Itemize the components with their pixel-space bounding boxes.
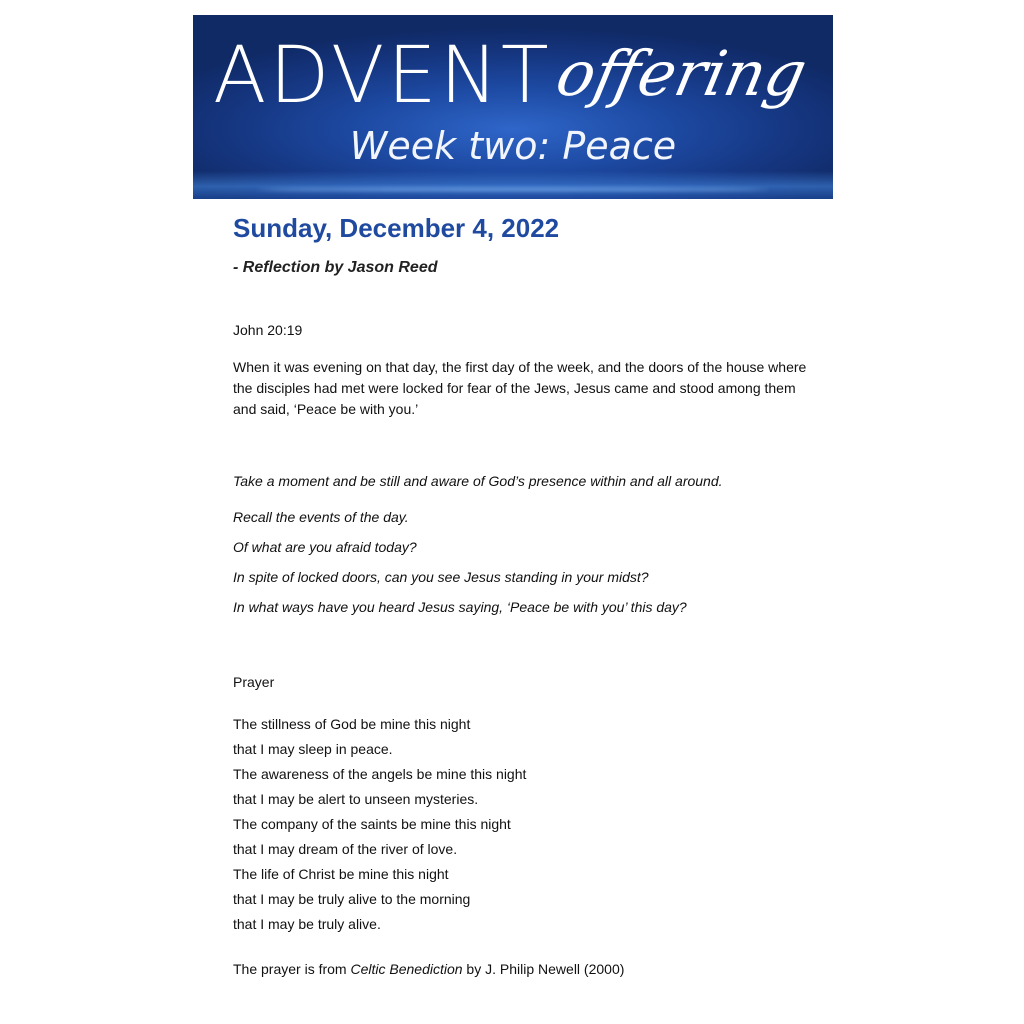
- page-title: Sunday, December 4, 2022: [233, 213, 560, 243]
- reflection-question: In spite of locked doors, can you see Jesus standing in your midst?: [233, 569, 649, 585]
- prayer-line: that I may be alert to unseen mysteries.: [233, 791, 479, 807]
- prayer-line: The life of Christ be mine this night: [233, 866, 449, 882]
- prayer-line: that I may be truly alive to the morning: [233, 891, 471, 907]
- reflection-question: Recall the events of the day.: [233, 509, 409, 525]
- reflection-question: In what ways have you heard Jesus saying, ‘Peace be with you’ this day?: [233, 599, 687, 615]
- prayer-text: [233, 712, 813, 937]
- prayer-source-title: Celtic Benediction: [350, 961, 463, 977]
- banner-glow-line: [257, 188, 769, 191]
- prayer-line: that I may dream of the river of love.: [233, 841, 458, 857]
- banner-glow: [193, 171, 833, 199]
- byline: - Reflection by Jason Reed: [233, 259, 438, 276]
- devotional-content: [233, 210, 813, 980]
- prayer-heading: Prayer: [233, 674, 275, 690]
- banner-script-title: offering: [550, 37, 813, 110]
- scripture-reference: John 20:19: [233, 322, 303, 338]
- prayer-line: The stillness of God be mine this night: [233, 716, 471, 732]
- reflection-intro: Take a moment and be still and aware of God’s presence within and all around.: [233, 473, 723, 489]
- prayer-line: The awareness of the angels be mine this night: [233, 766, 527, 782]
- advent-banner: [193, 15, 833, 199]
- scripture-passage: When it was evening on that day, the first day of the week, and the doors of the house where the disciples had met were locked for fear of the Jews, Jesus came and stood among them and said, ‘Peace be with you.’: [233, 359, 807, 417]
- prayer-source-suffix: by J. Philip Newell (2000): [462, 961, 625, 977]
- prayer-line: that I may be truly alive.: [233, 916, 381, 932]
- prayer-source: [233, 959, 813, 980]
- banner-subtitle: Week two: Peace: [349, 124, 677, 168]
- prayer-line: that I may sleep in peace.: [233, 741, 393, 757]
- prayer-line: The company of the saints be mine this night: [233, 816, 511, 832]
- reflection-question: Of what are you afraid today?: [233, 539, 417, 555]
- prayer-source-prefix: The prayer is from: [233, 961, 351, 977]
- banner-title: ADVENT: [213, 31, 552, 121]
